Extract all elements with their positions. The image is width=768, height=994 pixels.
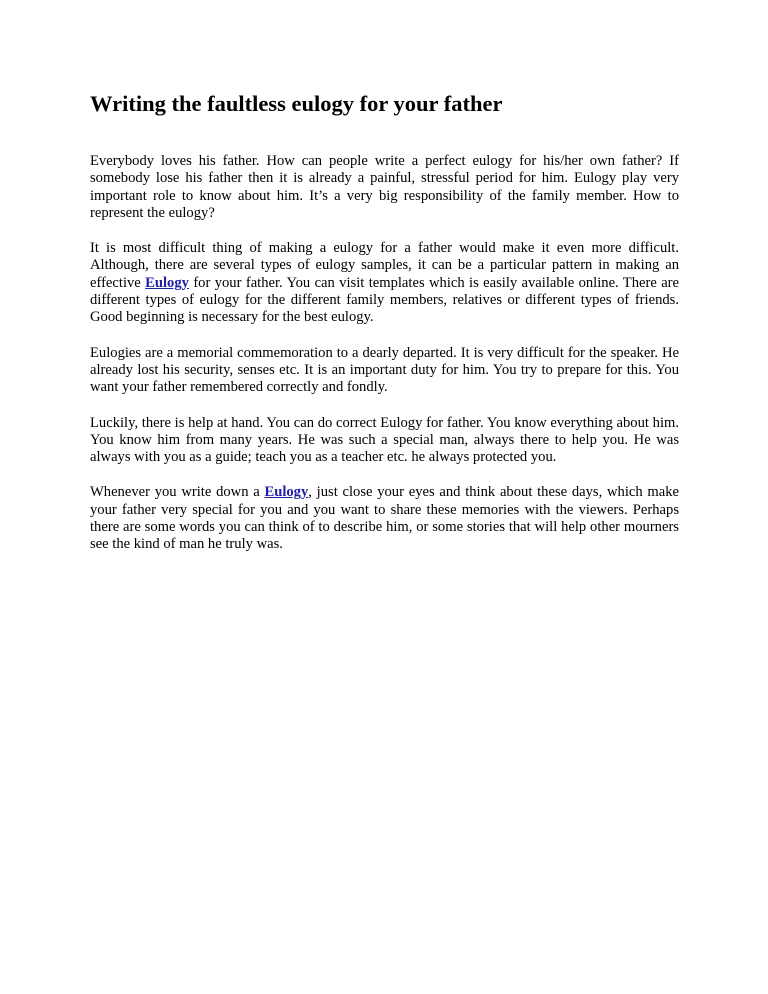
paragraph-2 xyxy=(90,240,679,326)
paragraph-5-text-before: Whenever you write down a xyxy=(90,484,265,501)
paragraph-5-text-after: , just close your eyes and think about these days, which make your father very special for you and you want to share these memories with the viewers. Perhaps there are some words you can think of to describe him, or some stories that will help other mourners see the kind of man he truly was. xyxy=(90,484,679,553)
document-body xyxy=(90,88,679,572)
document-title: Writing the faultless eulogy for your father xyxy=(90,91,503,116)
eulogy-link-2[interactable]: Eulogy xyxy=(264,484,309,501)
paragraph-2-text-after: for your father. You can visit templates which is easily available online. There are different types of eulogy for the different family members, relatives or different types of friends. Good beginning is necessary for the best eulogy. xyxy=(90,274,680,326)
paragraph-2-text-before: It is most difficult thing of making a eulogy for a father would make it even more difficult. Although, there are several types of eulogy samples, it can be a particular pattern in making an effective xyxy=(90,240,679,291)
eulogy-link-1[interactable]: Eulogy xyxy=(145,274,189,291)
paragraph-4: Luckily, there is help at hand. You can do correct Eulogy for father. You know everything about him. You know him from many years. He was such a special man, always there to help you. He was always with you as a guide; teach you as a teacher etc. he always protected you. xyxy=(90,414,679,466)
paragraph-3: Eulogies are a memorial commemoration to a dearly departed. It is very difficult for the speaker. He already lost his security, senses etc. It is an important duty for him. You try to prepare for this. You want your father remembered correctly and fondly. xyxy=(90,344,679,396)
paragraph-1: Everybody loves his father. How can people write a perfect eulogy for his/her own father? If somebody lose his father then it is already a painful, stressful period for him. Eulogy play very important role to know about him. It’s a very big responsibility of the family member. How to represent the eulogy? xyxy=(90,153,679,221)
paragraph-5 xyxy=(90,484,679,553)
